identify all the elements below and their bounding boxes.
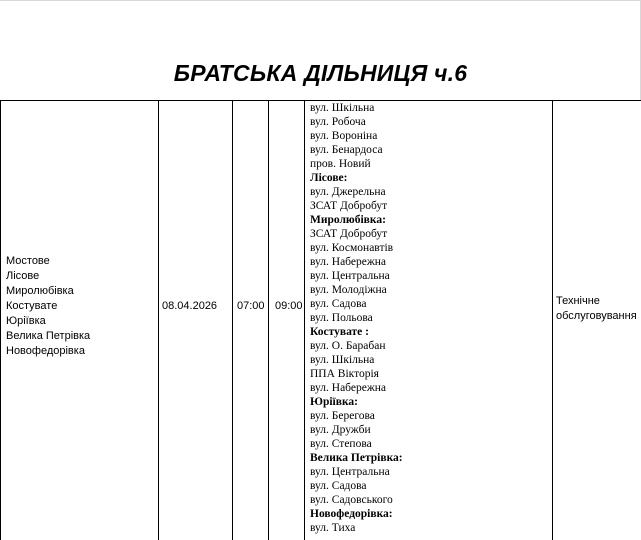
street-item: вул. Набережна — [310, 256, 387, 268]
street-item: вул. Берегова — [310, 410, 375, 422]
table-border-date-start — [232, 101, 233, 540]
street-item: вул. О. Барабан — [310, 340, 386, 352]
top-border — [0, 0, 641, 1]
street-item: вул. Шкільна — [310, 354, 375, 366]
date-cell: 08.04.2026 — [162, 300, 218, 312]
settlement-item: Мостове — [6, 255, 50, 267]
settlement-item: Юріївка — [6, 315, 46, 327]
street-item: вул. Садова — [310, 480, 367, 492]
table-border-settlements-date — [158, 101, 159, 540]
page-title: БРАТСЬКА ДІЛЬНИЦЯ ч.6 — [173, 60, 468, 86]
street-item: вул. Вороніна — [310, 130, 378, 142]
street-item: ЗСАТ Добробут — [310, 228, 388, 240]
end-time-cell: 09:00 — [275, 300, 303, 312]
street-item: вул. Джерельна — [310, 186, 386, 198]
street-item: вул. Молодіжна — [310, 284, 387, 296]
street-item: вул. Тиха — [310, 522, 356, 534]
street-item: вул. Бенардоса — [310, 144, 383, 156]
street-item: вул. Робоча — [310, 116, 366, 128]
street-item: вул. Польова — [310, 312, 373, 324]
work-type-cell: Технічне обслуговування — [556, 295, 637, 322]
settlement-heading: Велика Петрівка: — [310, 452, 403, 464]
table-border-end-streets — [304, 101, 305, 540]
settlement-item: Костувате — [6, 300, 58, 312]
street-item: ППА Вікторія — [310, 368, 379, 380]
street-item: вул. Дружби — [310, 424, 371, 436]
street-item: вул. Садовського — [310, 494, 393, 506]
settlement-item: Новофедорівка — [6, 345, 85, 357]
street-item: вул. Садова — [310, 298, 367, 310]
table-border-left — [0, 101, 1, 540]
settlement-heading: Лісове: — [310, 172, 348, 184]
street-item: вул. Центральна — [310, 270, 390, 282]
settlement-item: Велика Петрівка — [6, 330, 91, 342]
settlement-item: Лісове — [6, 270, 40, 282]
settlement-heading: Новофедорівка: — [310, 508, 393, 520]
settlement-item: Миролюбівка — [6, 285, 74, 297]
street-item: вул. Набережна — [310, 382, 387, 394]
settlements-cell — [6, 254, 156, 359]
streets-cell — [310, 101, 552, 535]
start-time-cell: 07:00 — [237, 300, 265, 312]
street-item: пров. Новий — [310, 158, 371, 170]
street-item: вул. Шкільна — [310, 102, 375, 114]
table-border-streets-type — [552, 101, 553, 540]
street-item: ЗСАТ Добробут — [310, 200, 388, 212]
street-item: вул. Степова — [310, 438, 372, 450]
settlement-heading: Миролюбівка: — [310, 214, 386, 226]
street-item: вул. Космонавтів — [310, 242, 394, 254]
street-item: вул. Центральна — [310, 466, 390, 478]
settlement-heading: Юріївка: — [310, 396, 358, 408]
table-border-start-end — [268, 101, 269, 540]
settlement-heading: Костувате : — [310, 326, 369, 338]
